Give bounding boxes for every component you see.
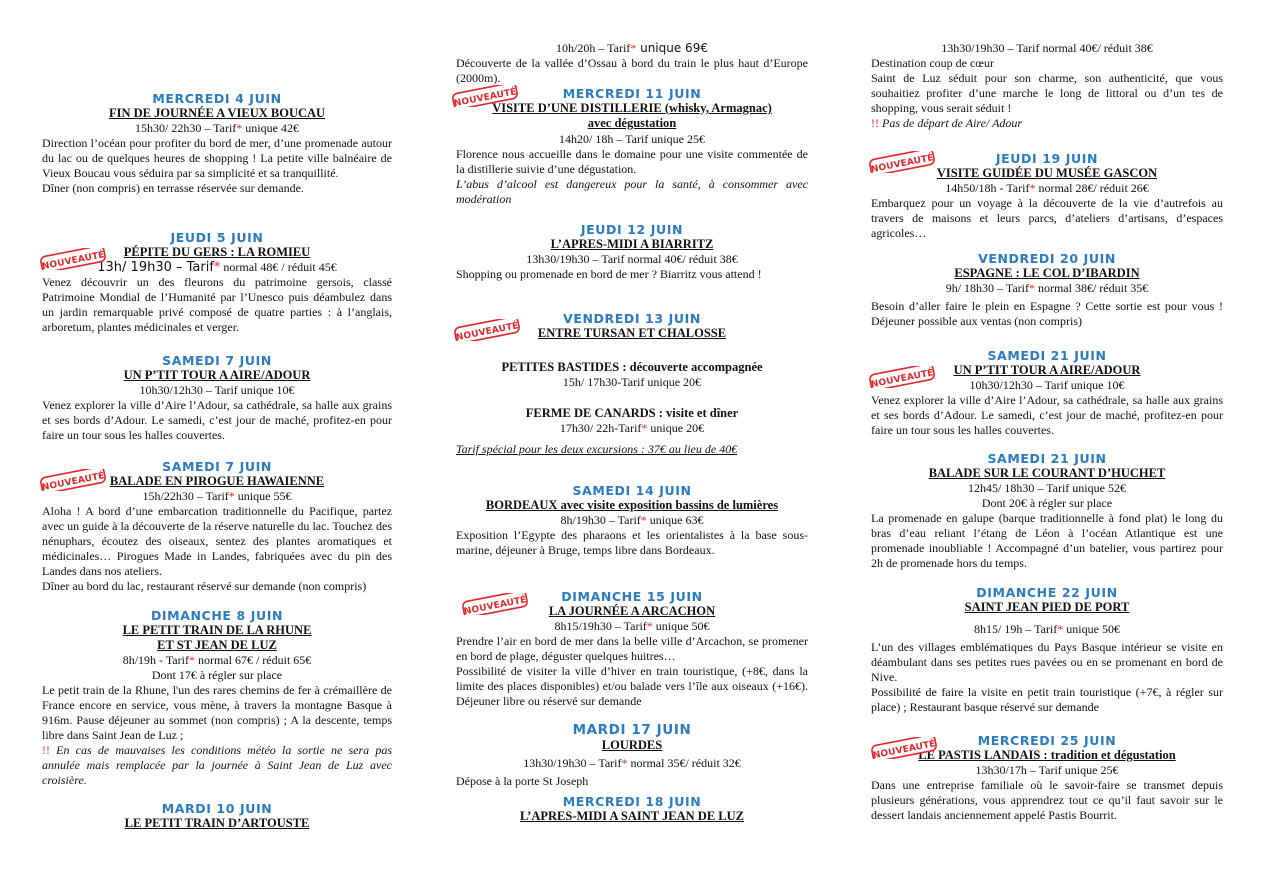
event-title-line-2: ET ST JEAN DE LUZ (157, 638, 277, 652)
event-jeudi-12-juin (456, 222, 808, 282)
event-title: UN P’TIT TOUR A AIRE/ADOUR (953, 363, 1141, 377)
event-extra-cost: Dont 20€ à régler sur place (981, 496, 1113, 510)
event-day: JEUDI 19 JUIN (995, 151, 1099, 166)
event-description: Exposition l’Egypte des pharaons et les orientalistes à la base sous-marine, déjeuner à Bruge, temps libre dans Bordeaux. (456, 528, 808, 557)
nouveaute-badge (38, 469, 108, 491)
event-description: La promenade en galupe (barque traditionnelle à fond plat) le long du bras d’eau reliant l’étang de Léon à l’océan Atlantique est une promenade inoubliable ! Accompagné d’un batelier, vous partirez pour 2h de promenade hors du temps. (871, 511, 1223, 570)
svg-text:NOUVEAUTÉ: NOUVEAUTÉ (463, 595, 528, 615)
event-day: SAMEDI 21 JUIN (987, 348, 1107, 363)
svg-text:NOUVEAUTÉ: NOUVEAUTÉ (870, 368, 935, 388)
excursion-1-time: 15h/ 17h30-Tarif unique 20€ (562, 375, 702, 389)
event-time: 15h30/ 22h30 – Tarif* unique 42€ (135, 121, 299, 135)
event-description: Venez explorer la ville d’Aire l’Adour, sa cathédrale, sa halle aux grains et ses bords d’Adour. Le samedi, c’est jour de maché, profitez-en pour faire un tour sous les halles couvertes. (871, 393, 1223, 437)
event-day: VENDREDI 13 JUIN (563, 311, 701, 326)
excursion-2-time: 17h30/ 22h-Tarif* unique 20€ (559, 421, 705, 435)
nouveaute-badge (867, 366, 937, 388)
event-mercredi-25-juin (871, 733, 1223, 823)
event-description: Destination coup de cœur Saint de Luz séduit pour son charme, son authenticité, que vous souhaitiez profiter d’une marche le long de littoral ou d’un tes de shopping, vous serait séduit ! !! Pas de départ de Aire/ Adour (871, 56, 1223, 130)
svg-text:NOUVEAUTÉ: NOUVEAUTÉ (455, 321, 520, 341)
event-time: 10h/20h – Tarif* unique 69€ (556, 41, 708, 55)
event-title: LE PETIT TRAIN DE LA RHUNE (122, 623, 312, 637)
event-title-line-2: avec dégustation (587, 116, 677, 130)
event-saint-jean-de-luz-continued (871, 41, 1223, 131)
event-day: MARDI 17 JUIN (572, 722, 692, 738)
event-time: 8h/19h30 – Tarif* unique 63€ (560, 513, 704, 527)
event-samedi-14-juin (456, 483, 808, 558)
event-day: SAMEDI 14 JUIN (572, 483, 692, 498)
event-title: BORDEAUX avec visite exposition bassins de lumières (485, 498, 779, 512)
event-time: 13h30/19h30 – Tarif normal 40€/ réduit 38€ (941, 41, 1153, 55)
event-description: Florence nous accueille dans le domaine pour une visite commentée de la distillerie suivie d’une dégustation. L’abus d’alcool est dangereux pour la santé, à consommer avec modération (456, 147, 808, 206)
nouveaute-badge (452, 319, 522, 341)
event-day: JEUDI 5 JUIN (170, 230, 264, 245)
event-description: Prendre l’air en bord de mer dans la belle ville d’Arcachon, se promener en bord de plage, déguster quelques huitres… Possibilité de visiter la ville d’hiver en train touristique, (+8€, dans la limite des places disponibles) et/ou balade vers l’île aux oiseaux (+16€). Déjeuner libre ou réservé sur demande (456, 634, 808, 708)
nouveaute-badge (869, 737, 939, 759)
event-day: DIMANCHE 8 JUIN (150, 608, 284, 623)
event-title: SAINT JEAN PIED DE PORT (964, 600, 1130, 614)
event-description: Direction l’océan pour profiter du bord de mer, d’une promenade autour du lac ou de quelques heures de shopping ! La petite ville balnéaire de Vieux Boucau vous séduira par sa simplicité et sa tranquillité. Dîner (non compris) en terrasse réservée sur demande. (42, 136, 392, 195)
event-title: ESPAGNE : LE COL D’IBARDIN (954, 266, 1140, 280)
event-mercredi-4-juin (42, 91, 392, 196)
event-time: 13h30/19h30 – Tarif* normal 35€/ réduit 32€ (523, 756, 741, 770)
excursion-1-title: PETITES BASTIDES : découverte accompagnée (501, 360, 763, 374)
event-time: 8h15/ 19h – Tarif* unique 50€ (974, 622, 1120, 636)
event-title: L’APRES-MIDI A SAINT JEAN DE LUZ (519, 809, 744, 823)
svg-text:NOUVEAUTÉ: NOUVEAUTÉ (870, 153, 935, 173)
event-description: Shopping ou promenade en bord de mer ? Biarritz vous attend ! (456, 267, 762, 281)
event-jeudi-19-juin (871, 151, 1223, 241)
event-title: PÉPITE DU GERS : LA ROMIEU (123, 245, 311, 259)
event-mercredi-11-juin (453, 86, 808, 207)
event-vendredi-20-juin (871, 251, 1223, 329)
nouveaute-badge (460, 593, 530, 615)
event-vendredi-13-juin (456, 311, 808, 457)
event-samedi-7-juin-pirogue (42, 459, 392, 594)
event-day: VENDREDI 20 JUIN (978, 251, 1116, 266)
event-title: VISITE D’UNE DISTILLERIE (whisky, Armagnac) (492, 101, 772, 115)
event-title: ENTRE TURSAN ET CHALOSSE (537, 326, 727, 340)
event-title: LOURDES (601, 738, 663, 752)
event-time: 10h30/12h30 – Tarif unique 10€ (139, 383, 295, 397)
event-samedi-21-juin-huchet (871, 451, 1223, 571)
event-time: 9h/ 18h30 – Tarif* normal 38€/ réduit 35€ (945, 281, 1149, 295)
event-description: Découverte de la vallée d’Ossau à bord du train le plus haut d’Europe (2000m). (456, 56, 808, 85)
event-description: Dans une entreprise familiale où le savoir-faire se transmet depuis plusieurs générations, vous apprendrez tout ce qu’il faut savoir sur le dessert landais anciennement appelé Pastis Bourrit. (871, 778, 1223, 822)
event-description: Besoin d’aller faire le plein en Espagne ? Cette sortie est pour vous ! Déjeuner possible aux ventas (non compris) (871, 299, 1223, 328)
event-title: BALADE EN PIROGUE HAWAIENNE (109, 474, 325, 488)
event-mardi-10-juin (42, 801, 392, 831)
event-title: BALADE SUR LE COURANT D’HUCHET (928, 466, 1166, 480)
event-description: Le petit train de la Rhune, l'un des rares chemins de fer à crémaillère de France encore en service, vous mène, à travers la montagne Basque à 916m. Pause déjeuner au sommet (non compris) ; A la descente, temps libre dans Saint Jean de Luz ; !! En cas de mauvaises les conditions météo la sortie ne sera pas annulée mais remplacée par la journée à Saint Jean de Luz avec croisière. (42, 683, 392, 787)
event-time: 14h50/18h - Tarif* normal 28€/ réduit 26€ (945, 181, 1149, 195)
event-title: UN P’TIT TOUR A AIRE/ADOUR (123, 368, 311, 382)
event-title: L’APRES-MIDI A BIARRITZ (550, 237, 714, 251)
excursion-2-title: FERME DE CANARDS : visite et dîner (525, 406, 739, 420)
svg-text:NOUVEAUTÉ: NOUVEAUTÉ (41, 471, 106, 491)
event-title: LA JOURNÉE A ARCACHON (548, 604, 716, 618)
svg-text:NOUVEAUTÉ: NOUVEAUTÉ (41, 250, 106, 270)
event-time: 8h/19h - Tarif* normal 67€ / réduit 65€ (122, 653, 312, 667)
special-price: Tarif spécial pour les deux excursions : 37€ au lieu de 40€ (456, 442, 738, 456)
event-day: SAMEDI 21 JUIN (987, 451, 1107, 466)
nouveaute-badge (867, 151, 937, 173)
svg-text:NOUVEAUTÉ: NOUVEAUTÉ (453, 87, 518, 107)
event-day: MERCREDI 25 JUIN (977, 733, 1117, 748)
event-day: DIMANCHE 22 JUIN (976, 585, 1118, 600)
event-time: 13h30/19h30 – Tarif normal 40€/ réduit 38€ (526, 252, 738, 266)
event-time: 14h20/ 18h – Tarif unique 25€ (559, 132, 705, 146)
event-samedi-7-juin-aire (42, 353, 392, 443)
event-description: L’un des villages emblématiques du Pays Basque intérieur se visite en déambulant dans ses petites rues pavées ou en se promenant en bord de Nive. Possibilité de faire la visite en petit train touristique (+7€, à régler sur place) ; Restaurant basque réservé sur demande (871, 640, 1223, 714)
event-description: Dépose à la porte St Joseph (456, 774, 589, 788)
event-dimanche-15-juin (456, 589, 808, 709)
event-title: FIN DE JOURNÉE A VIEUX BOUCAU (108, 106, 326, 120)
event-description: Venez découvrir un des fleurons du patrimoine gersois, classé Patrimoine Mondial de l’Humanité par l’Unesco puis déambulez dans un jardin remarquable privé composé de quatre parties : à l’anglais, arboretum, plantes médicinales et verger. (42, 275, 392, 334)
event-title: VISITE GUIDÉE DU MUSÉE GASCON (936, 166, 1158, 180)
event-mercredi-18-juin (456, 794, 808, 824)
event-day: SAMEDI 7 JUIN (162, 353, 272, 368)
event-description: Embarquez pour un voyage à la découverte de la vie d’autrefois au travers de maisons et leurs parcs, d’ateliers d’artisans, d’espaces agricoles… (871, 196, 1223, 240)
svg-text:NOUVEAUTÉ: NOUVEAUTÉ (872, 739, 937, 759)
event-samedi-21-juin-aire (871, 348, 1223, 438)
event-day: MERCREDI 11 JUIN (562, 86, 702, 101)
event-day: MERCREDI 18 JUIN (562, 794, 702, 809)
event-extra-cost: Dont 17€ à régler sur place (151, 668, 283, 682)
event-title: LE PETIT TRAIN D’ARTOUSTE (124, 816, 310, 830)
event-day: JEUDI 12 JUIN (580, 222, 684, 237)
event-time: 15h/22h30 – Tarif* unique 55€ (142, 489, 292, 503)
event-day: MERCREDI 4 JUIN (152, 91, 282, 106)
event-time: 13h/ 19h30 – Tarif* normal 48€ / réduit 45€ (97, 260, 337, 275)
event-jeudi-5-juin (42, 230, 392, 335)
nouveaute-badge (38, 248, 108, 270)
event-time: 13h30/17h – Tarif unique 25€ (975, 763, 1119, 777)
event-time: 12h45/ 18h30 – Tarif unique 52€ (968, 481, 1126, 495)
event-day: DIMANCHE 15 JUIN (561, 589, 703, 604)
event-description: Venez explorer la ville d’Aire l’Adour, sa cathédrale, sa halle aux grains et ses bords d’Adour. Le samedi, c’est jour de maché, profitez-en pour faire un tour sous les halles couvertes. (42, 398, 392, 442)
event-time: 10h30/12h30 – Tarif unique 10€ (969, 378, 1125, 392)
event-description: Aloha ! A bord d’une embarcation traditionnelle du Pacifique, partez avec un guide à la découverte de la réserve naturelle du lac. Touchez des nénuphars, écoutez des oiseaux, sentez des plantes aromatiques et médicinales… Pirogues Made in Landes, fabriquées avec du pin des Landes dans nos ateliers. Dîner au bord du lac, restaurant réservé sur demande (non compris) (42, 504, 392, 593)
event-mardi-17-juin (456, 723, 808, 789)
event-dimanche-8-juin (42, 608, 392, 788)
event-train-artouste-continued (456, 41, 808, 86)
event-day: MARDI 10 JUIN (161, 801, 273, 816)
event-dimanche-22-juin (871, 585, 1223, 715)
event-time: 8h15/19h30 – Tarif* unique 50€ (554, 619, 710, 633)
nouveaute-badge (450, 85, 520, 107)
event-title: LE PASTIS LANDAIS : tradition et dégustation (918, 748, 1176, 762)
event-day: SAMEDI 7 JUIN (162, 459, 272, 474)
